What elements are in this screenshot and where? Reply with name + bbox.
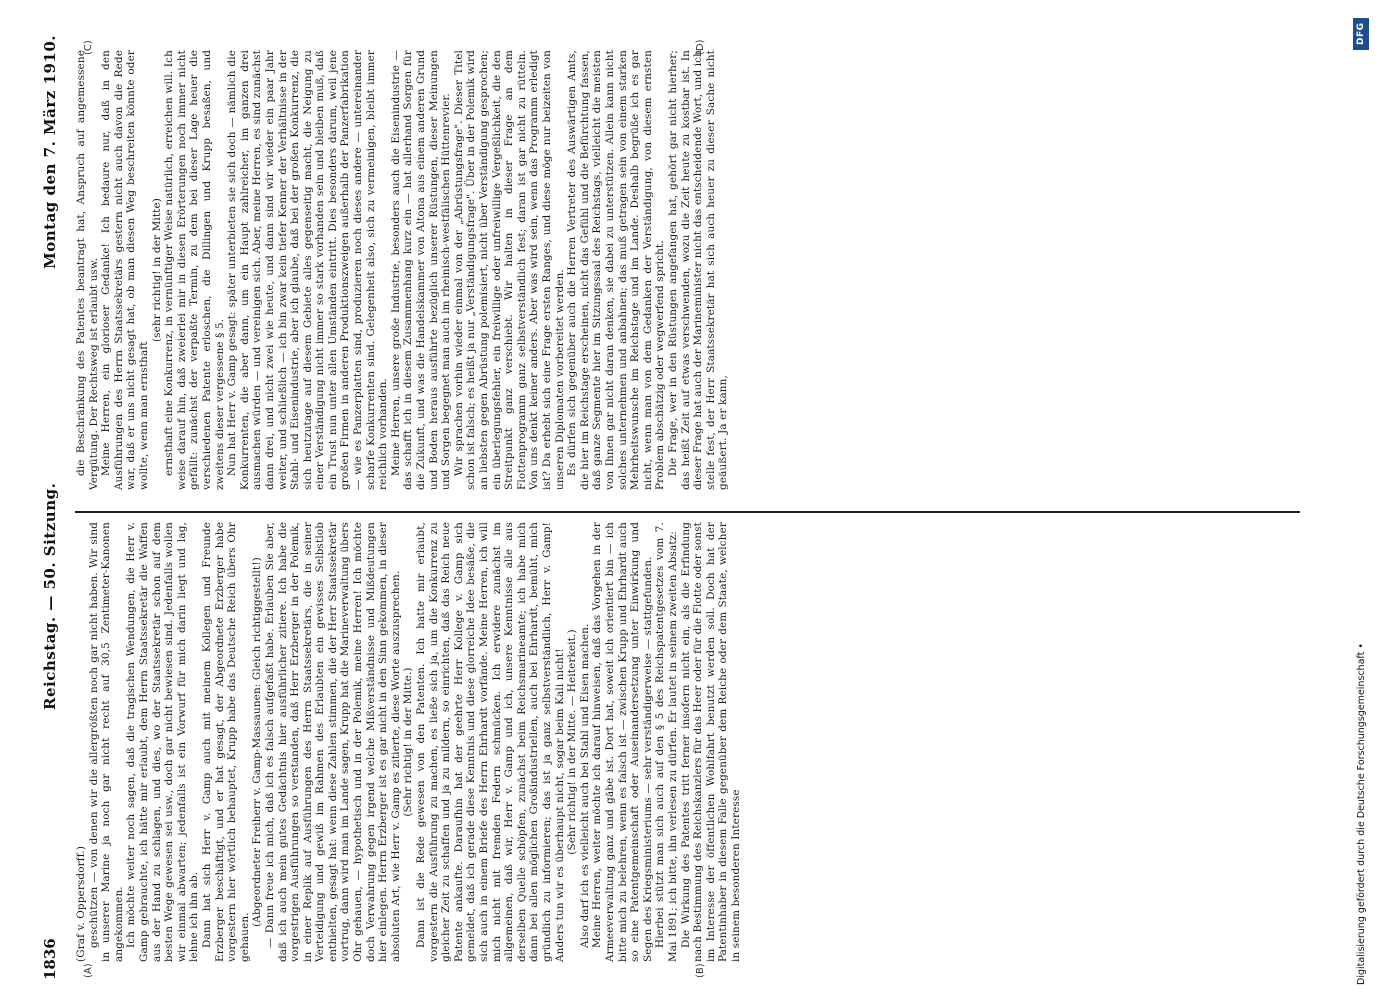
interjection: (Sehr richtig! in der Mitte.) bbox=[402, 667, 415, 817]
right-paragraph: Es dürfen sich gegenüber auch die Herren Vertreter des Auswärtigen Amts, die hier im Reichstage erscheinen, nicht das Gefühl und die Befürchtung fassen, daß ganze Segmente hier im Sitzungssaal des Reichstags, vielleicht die meisten von Ihnen gar nicht daran denken, sie dabei zu unterstützen. Allein kann nicht solches unternehmen und anbahnen; das muß getragen sein von einem starken Mehrheitswunsche im Reichstage und im Lande. Deshalb begrüße ich es gar nicht, wenn man von dem Gedanken der Verständigung, von diesem ernsten Problem abschätzig oder wegwerfend spricht. bbox=[566, 50, 667, 490]
newspaper-page bbox=[35, 35, 1300, 980]
left-paragraph: — Dann freue ich mich, daß ich es falsch aufgefaßt habe. Erlauben Sie aber, daß ich auch mein gutes Gedächtnis hier ausführlicher zitiere. Ich habe die vorgestrigen Ausführungen so verstanden, daß Herr Erzberger in der Polemik, in einer Replik auf Ausführungen des Herrn Staatssekretärs, die in seiner Verteidigung und gewiß im Rahmen des Erlaubten ein gewisses Selbstlob enthielten, gesagt hat: wenn diese Zahlen stimmen, die der Herr Staatssekretär vortrug, dann wird man im Lande sagen, Krupp hat die Marineverwaltung übers Ohr gehauen, — hypothetisch und in der Polemik, meine Herren! Ich möchte doch Verwahrung gegen irgend welche Mißverständnisse und Mißdeutungen hier einlegen. Herrn Erzberger ist es gar nicht in den Sinn gekommen, in dieser absoluten Art, wie Herr v. Gamp es zitierte, diese Worte auszusprechen. bbox=[263, 522, 402, 962]
right-paragraph: Meine Herren, unsere große Industrie, besonders auch die Eisenindustrie — das schafft ich in diesem Zusammenhang kurz ein — hat allerhand Sorgen für die Zukunft, und was die Handelskammer von Altona aus einem anderen Grund und Boden heraus ausführte bezüglich unserer Rüstungen, dieser Meinungen und Sorgen begegnet man auch im rheinisch-westfälischen Hüttenrevier. bbox=[389, 50, 453, 490]
interjection: (Abgeordneter Freiherr v. Gamp-Massaunen: Gleich richtiggestellt!) bbox=[251, 557, 264, 927]
left-paragraph: Dann hat sich Herr v. Gamp auch mit meinem Kollegen und Freunde Erzberger beschäftigt, und er hat gesagt, der Abgeordnete Erzberger habe vorgestern hier wörtlich behauptet, Krupp habe das Deutsche Reich übers Ohr gehauen. bbox=[200, 522, 251, 962]
left-paragraph: geschützen — von denen wir die allergrößten noch gar nicht haben. Wir sind in unserer Marine ja noch gar nicht recht auf 30,5 Zentimeter-Kanonen angekommen. bbox=[87, 522, 125, 962]
page-number: 1836 bbox=[41, 938, 59, 980]
right-paragraph: die Beschränkung des Patentes beantragt hat, Anspruch auf angemessene Vergütung. Der Rechtsweg ist erlaubt usw. bbox=[75, 50, 100, 490]
left-paragraph: Hierbei stützt man sich auch auf den § 5 des Reichspatentgesetzes vom 7. Mai 1891; ich bitte, ihn verlesen zu dürfen. Er lautet in seinem zweiten Absatz: bbox=[654, 522, 679, 962]
margin-marker-b: (B) bbox=[695, 963, 706, 978]
right-column bbox=[75, 50, 1300, 490]
right-paragraph: Nun hat Herr v. Gamp gesagt: später unterbieten sie sich doch — nämlich die Konkurrenten, die aber dann, um ein Haupt zahlreicher, im ganzen drei ausmachen würden — und vereinigen sich. Aber, meine Herren, es sind zunächst dann drei, und nicht zwei wie heute, und dann sind wir wieder ein paar Jahr weiter, und schließlich — ich bin zwar kein tiefer Kenner der Verhältnisse in der Stahl- und Eisenindustrie, aber ich glaube, daß bei der großen Konkurrenz, die sich heutzutage auf diesem Gebiete alles gegenseitig macht, die Neigung zu einer Verständigung nicht immer so stark vorhanden sein und bleiben muß, daß ein Trust nun unter allen Umständen eintritt. Dies besonders darum, weil jene großen Firmen in anderen Produktionszweigen außerhalb der Panzerfabrikation — wie es Panzerplatten sind, produzieren noch dieses andere — untereinander scharfe Konkurrenten sind. Gelegenheit also, sich zu vermeinigen, bleibt immer reichlich vorhanden. bbox=[226, 50, 390, 490]
left-paragraph: Ich möchte weiter noch sagen, daß die tragischen Wendungen, die Herr v. Gamp gebrauchte, ich hätte mir erlaubt, dem Herrn Staatssekretär die Waffen aus der Hand zu schlagen, und dies, wo der Staatssekretär schon auf dem besten Wege gewesen sei usw., doch gar nicht bewiesen sind. Jedenfalls wollen wir einmal abwarten; jedenfalls ist ein Vorwurf für mich darin liegt und lag, lehne ich ihn ab. bbox=[125, 522, 201, 962]
margin-marker-c: (C) bbox=[83, 40, 94, 55]
header-date: Montag den 7. März 1910. bbox=[41, 35, 59, 269]
right-paragraph: Die Frage, wer in den Rüstungen angefangen hat, gehört gar nicht hierher; das heißt Zeit auf etwas verschwenden, wozu die Zeit heute zu kostbar ist. In dieser Frage hat auch der Marineminister nicht das entscheidende Wort, und ich stelle fest, der Herr Staatssekretär hat sich auch heuer zu dieser Sache nicht geäußert. Ja er kann, bbox=[666, 50, 730, 490]
column-divider bbox=[75, 511, 1300, 513]
left-paragraph: Die Wirkung des Patentes tritt ferner insofern nicht ein, als die Erfindung nach Bestimmung des Reichskanzlers für das Heer oder für die Flotte oder sonst im Interesse der öffentlichen Wohlfahrt benutzt werden soll. Doch hat der Patentinhaber in diesem Falle gegenüber dem Reiche oder dem Staate, welcher in seinem besonderen Interesse bbox=[679, 522, 742, 962]
credit-text: Digitalisierung gefördert durch die Deutsche Forschungsgemeinschaft • bbox=[1356, 643, 1367, 985]
header-session-title: Reichstag. — 50. Sitzung. bbox=[41, 482, 59, 710]
interjection: (sehr richtig! in der Mitte) bbox=[150, 197, 163, 343]
digitization-credit bbox=[1352, 10, 1374, 990]
left-paragraph: Also darf ich es vielleicht auch bei Stahl und Eisen machen. bbox=[578, 623, 591, 948]
dfg-logo: DFG bbox=[1353, 18, 1369, 50]
left-paragraph: Dann ist die Rede gewesen von den Patenten. Ich hatte mir erlaubt, vorgestern die Ausführung zu machen, es ließe sich ja, um die Konkurrenz zu gleicher Zeit zu schaffen und ja zu mildern, so einrichten, daß das Reich neue Patente ankaufte. Daraufhin hat der geehrte Herr Kollege v. Gamp sich gemeldet, daß ich gerade diese Kenntnis und diese glorreiche Idee besäße, die sich auch in einem Briefe des Herrn Ehrhardt vorfände. Meine Herren, ich will mich nicht mit fremden Federn schmücken. Ich erwidere zunächst im allgemeinen, daß wir, Herr v. Gamp und ich, unsere Kenntnisse alle aus derselben Quelle schöpfen, zunächst beim Reichsmarineamte; ich habe mich dann bei allen möglichen Großindustriellen, auch bei Ehrhardt, bemüht, mich gründlich zu informieren; das ist ja ganz selbstverständlich, Herr v. Gamp! Anders tun wir es überhaupt nicht, sogar beim Kali nicht! bbox=[415, 522, 566, 962]
left-column bbox=[75, 522, 1300, 962]
right-paragraph: ernsthaft eine Konkurrenz, in vernünftiger Weise natürlich, erreichen will. Ich weise darauf hin, daß zweierlei mir in diesen Erörterungen noch immer nicht gefällt: zunächst der verpaßte Termin, zu dem bei dieser Lage heuer die verschiedenen Patente erloschen, die Dillingen und Krupp besaßen, und zweitens dieser vergessene § 5. bbox=[163, 50, 226, 490]
interjection: (Sehr richtig! in der Mitte. — Heiterkeit.) bbox=[566, 629, 579, 855]
right-paragraph: Meine Herren, ein glorioser Gedanke! Ich bedaure nur, daß in den Ausführungen des Herrn Staatssekretärs gestern nicht auch davon die Rede war, daß er uns nicht gesagt hat, ob man diesen Weg beschreiten könnte oder wollte, wenn man ernsthaft bbox=[100, 50, 150, 490]
margin-marker-a: (A) bbox=[83, 963, 94, 978]
right-paragraph: Wir sprachen vorhin wieder einmal von der „Abrüstungsfrage". Dieser Titel schon ist falsch; es heißt ja nur „Verständigungsfrage". Über in der Polemik wird an liebsten gegen Abrüstung polemisiert, nicht über Verständigung gesprochen; ein überlegungsfehler, ein freiwillige oder unfreiwillige Vergeßlichkeit, die den Streitpunkt ganz verschiebt. Wir halten in dieser Frage an dem Flottenprogramm ganz selbstverständlich fest; daran ist gar nicht zu rütteln. Von uns denkt keiner anders. Aber was wird sein, wenn das Programm erledigt ist? Da erhebt sich eine Frage ersten Ranges, und diese möge nur beizeiten von unseren Diplomaten vorbereitet werden. bbox=[452, 50, 566, 490]
margin-marker-d: (D) bbox=[695, 39, 706, 55]
page-header bbox=[35, 35, 69, 980]
left-paragraph: Meine Herren, weiter möchte ich darauf hinweisen, daß das Vorgehen in der Armeeverwaltung ganz und gäbe ist. Dort hat, soweit ich orientiert bin — ich bitte mich zu belehren, wenn es falsch ist — zwischen Krupp und Ehrhardt auch so eine Patentgemeinschaft oder Auseinandersetzung unter Einwirkung und Segen des Kriegsministeriums — sehr verständigerweise — stattgefunden. bbox=[591, 522, 654, 962]
speaker-name: (Graf v. Oppersdorff.) bbox=[75, 845, 87, 962]
